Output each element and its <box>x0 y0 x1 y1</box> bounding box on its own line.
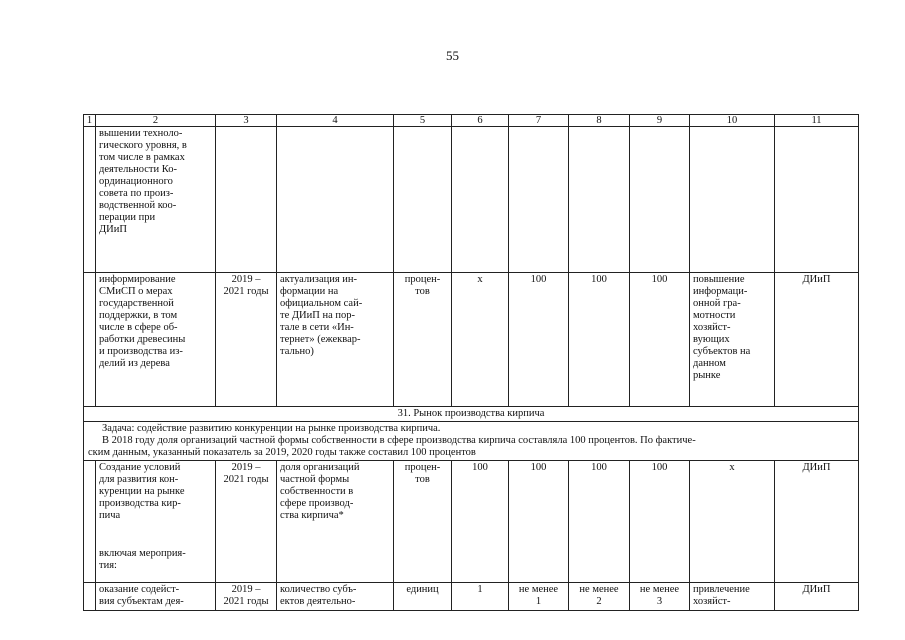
section-row <box>84 407 859 422</box>
value-cell: не менее 3 <box>630 583 690 611</box>
table-cell <box>84 127 96 273</box>
task-row <box>84 422 859 461</box>
value-cell: 1 <box>452 583 509 611</box>
measure-cell: вышении техноло- гического уровня, в том числе в рамках деятельности Ко- ординационного совета по произ- водственной коо- перации при ДИиП <box>96 127 216 273</box>
table-cell <box>509 127 569 273</box>
period-cell: 2019 – 2021 годы <box>216 583 277 611</box>
task-text <box>84 422 859 461</box>
table-row <box>84 127 859 273</box>
unit-cell: единиц <box>394 583 452 611</box>
table-row <box>84 583 859 611</box>
value-cell: х <box>452 273 509 407</box>
column-number: 4 <box>277 115 394 127</box>
table-cell <box>84 273 96 407</box>
section-title: 31. Рынок производства кирпича <box>84 407 859 422</box>
column-number: 5 <box>394 115 452 127</box>
table-cell <box>84 583 96 611</box>
table-cell <box>84 461 96 583</box>
table-cell <box>569 127 630 273</box>
task-line: В 2018 году доля организаций частной формы собственности в сфере производства кирпича составляла 100 процентов. По фактиче- <box>102 435 696 446</box>
measure-note: включая мероприя- тия: <box>99 548 186 571</box>
value-cell: 100 <box>509 461 569 583</box>
result-cell: х <box>690 461 775 583</box>
value-cell: 100 <box>452 461 509 583</box>
column-number: 7 <box>509 115 569 127</box>
period-cell: 2019 – 2021 годы <box>216 273 277 407</box>
value-cell: 100 <box>569 461 630 583</box>
table-row <box>84 273 859 407</box>
unit-cell: процен- тов <box>394 273 452 407</box>
measure-cell <box>96 461 216 583</box>
value-cell: 100 <box>630 461 690 583</box>
table-cell <box>775 127 859 273</box>
column-number: 1 <box>84 115 96 127</box>
value-cell: 100 <box>509 273 569 407</box>
responsible-cell: ДИиП <box>775 273 859 407</box>
value-cell: 100 <box>630 273 690 407</box>
table-cell <box>630 127 690 273</box>
column-number: 3 <box>216 115 277 127</box>
column-number: 10 <box>690 115 775 127</box>
measure-text: Создание условий для развития кон- куренции на рынке производства кир- пича <box>99 462 185 521</box>
unit-cell: процен- тов <box>394 461 452 583</box>
indicator-cell: количество субъ- ектов деятельно- <box>277 583 394 611</box>
table-cell <box>216 127 277 273</box>
table-row <box>84 461 859 583</box>
column-number-row <box>84 115 859 127</box>
value-cell: не менее 2 <box>569 583 630 611</box>
table-cell <box>452 127 509 273</box>
measure-cell: информирование СМиСП о мерах государственной поддержки, в том числе в сфере об- работки древесины и производства из- делий из дерева <box>96 273 216 407</box>
responsible-cell: ДИиП <box>775 461 859 583</box>
table-cell <box>690 127 775 273</box>
result-cell: привлечение хозяйст- <box>690 583 775 611</box>
column-number: 8 <box>569 115 630 127</box>
result-cell: повышение информаци- онной гра- мотности хозяйст- вующих субъектов на данном рынке <box>690 273 775 407</box>
column-number: 6 <box>452 115 509 127</box>
column-number: 2 <box>96 115 216 127</box>
value-cell: не менее 1 <box>509 583 569 611</box>
responsible-cell: ДИиП <box>775 583 859 611</box>
table-cell <box>277 127 394 273</box>
page-number: 55 <box>446 48 459 63</box>
indicator-cell: актуализация ин- формации на официальном сай- те ДИиП на пор- тале в сети «Ин- тернет» (ежеквар- тально) <box>277 273 394 407</box>
task-line: Задача: содействие развитию конкуренции на рынке производства кирпича. <box>102 423 441 434</box>
task-line: ским данным, указанный показатель за 2019, 2020 годы также составил 100 процентов <box>88 447 476 458</box>
indicator-cell: доля организаций частной формы собственности в сфере производ- ства кирпича* <box>277 461 394 583</box>
measure-cell: оказание содейст- вия субъектам дея- <box>96 583 216 611</box>
column-number: 9 <box>630 115 690 127</box>
table-cell <box>394 127 452 273</box>
value-cell: 100 <box>569 273 630 407</box>
measures-table <box>83 114 859 611</box>
column-number: 11 <box>775 115 859 127</box>
period-cell: 2019 – 2021 годы <box>216 461 277 583</box>
